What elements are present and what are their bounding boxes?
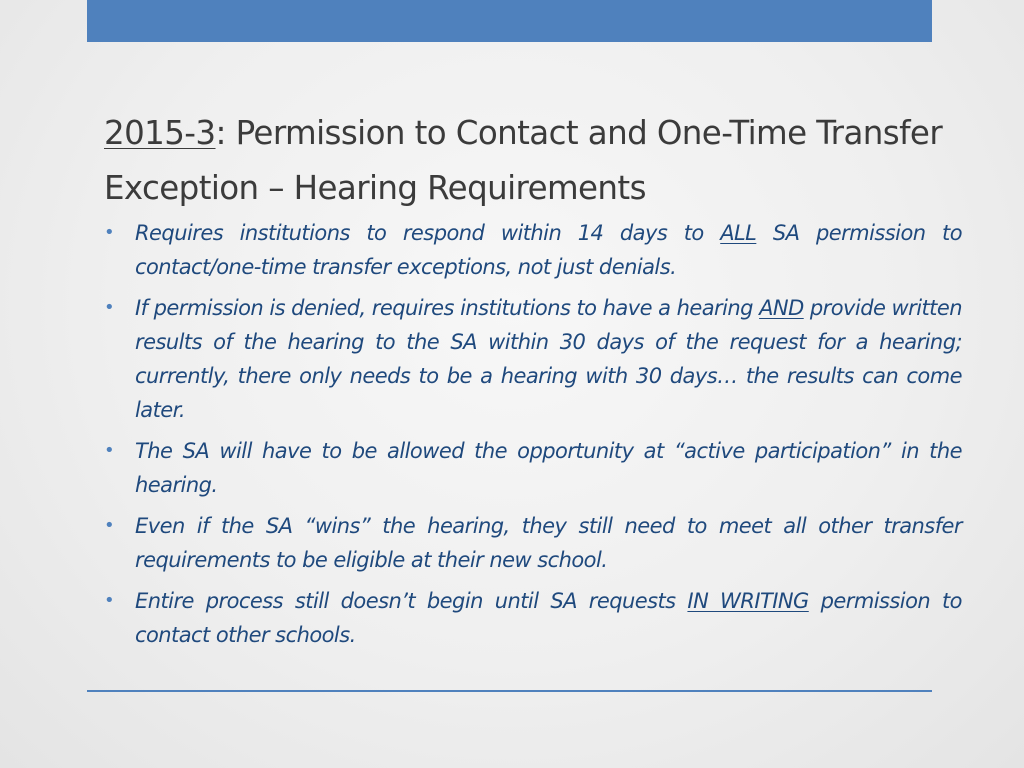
bullet-dot-icon: • [104, 222, 115, 243]
header-accent-bar [87, 0, 932, 42]
bullet-item [104, 584, 962, 652]
bullet-text: Entire process still doesn’t begin until SA requests [135, 589, 688, 613]
bullet-dot-icon: • [104, 297, 115, 318]
bullet-dot-icon: • [104, 515, 115, 536]
title-reference-number: 2015-3 [104, 114, 216, 152]
bullet-emphasis: IN WRITING [687, 589, 809, 613]
bullet-text: SA permission to contact/one-time transfer exceptions, not just denials. [135, 221, 962, 279]
bullet-item [104, 509, 962, 577]
footer-divider [87, 690, 932, 692]
title-text: : Permission to Contact and One-Time Transfer Exception – Hearing Requirements [104, 114, 943, 207]
bullet-text: Even if the SA “wins” the hearing, they still need to meet all other transfer requirements to be eligible at their new school. [135, 514, 962, 572]
bullet-item [104, 291, 962, 427]
bullet-item [104, 216, 962, 284]
bullet-text: provide written results of the hearing to the SA within 30 days of the request for a hearing; currently, there only needs to be a hearing with 30 days… the results can come later. [135, 296, 962, 422]
bullet-text: permission to contact other schools. [135, 589, 962, 647]
bullet-text: Requires institutions to respond within 14 days to [135, 221, 721, 245]
bullet-dot-icon: • [104, 590, 115, 611]
bullet-dot-icon: • [104, 440, 115, 461]
bullet-item [104, 434, 962, 502]
bullet-text: If permission is denied, requires institutions to have a hearing [135, 296, 760, 320]
bullet-emphasis: AND [759, 296, 804, 320]
bullet-emphasis: ALL [720, 221, 757, 245]
slide-title [104, 106, 974, 216]
bullet-text: The SA will have to be allowed the opportunity at “active participation” in the hearing. [135, 439, 962, 497]
bullet-list [104, 216, 962, 659]
